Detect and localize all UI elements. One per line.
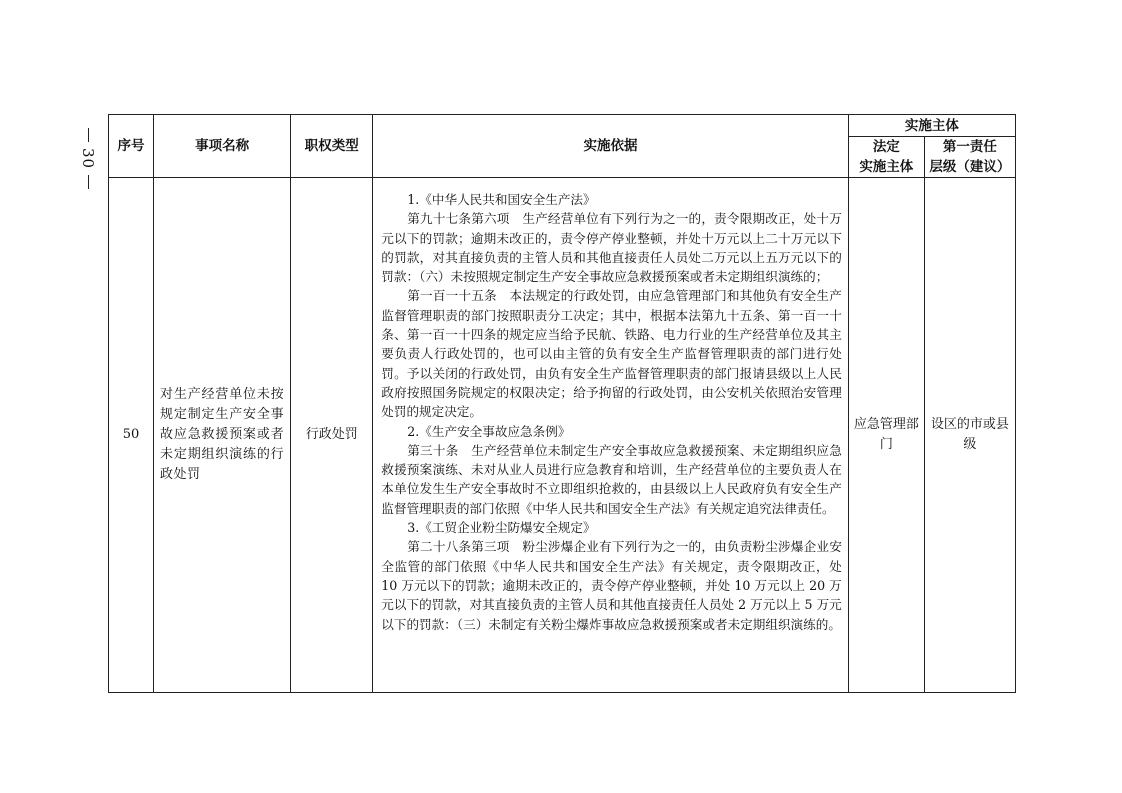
header-level-line2: 层级（建议） [929,159,1011,175]
row-legal-subject: 应急管理部门 [848,178,924,693]
page-number-value: 30 [79,148,97,170]
header-subject: 实施主体 [848,115,1015,137]
header-basis: 实施依据 [373,115,849,178]
header-legal-subject-line2: 实施主体 [859,159,914,175]
page-number-dash-top [88,128,89,142]
row-basis [373,178,849,693]
row-level: 设区的市或县级 [924,178,1015,693]
row-seq: 50 [109,178,154,693]
header-seq: 序号 [109,115,154,178]
header-legal-subject-line1: 法定 [872,139,900,155]
basis-paragraph: 3.《工贸企业粉尘防爆安全规定》 [407,520,596,536]
table-row [109,178,1016,693]
header-legal-subject [848,137,924,178]
basis-paragraph: 第九十七条第六项 生产经营单位有下列行为之一的，责令限期改正，处十万元以下的罚款；逾期未改正的，责令停产停业整顿，并处十万元以上二十万元以下的罚款，对其直接负责的主管人员和其他直接责任人员处二万元以上五万元以下的罚款：（六）未按照规定制定生产安全事故应急救援预案或者未定期组织演练的； [381,211,842,285]
header-level [924,137,1015,178]
page-number [76,128,100,208]
basis-paragraph: 第一百一十五条 本法规定的行政处罚，由应急管理部门和其他负有安全生产监督管理职责的部门按照职责分工决定；其中，根据本法第九十五条、第一百一十条、第一百一十四条的规定应当给予民航、铁路、电力行业的生产经营单位及其主要负责人行政处罚的，也可以由主管的负有安全生产监督管理职责的部门进行处罚。予以关闭的行政处罚，由负有安全生产监督管理职责的部门报请县级以上人民政府按照国务院规定的权限决定；给予拘留的行政处罚，由公安机关依照治安管理处罚的规定决定。 [381,288,842,420]
basis-paragraph: 1.《中华人民共和国安全生产法》 [407,192,596,207]
header-name: 事项名称 [154,115,291,178]
header-level-line1: 第一责任 [942,139,997,155]
basis-paragraph: 2.《生产安全事故应急条例》 [407,423,571,439]
basis-paragraph: 第三十条 生产经营单位未制定生产安全事故应急救援预案、未定期组织应急救援预案演练、未对从业人员进行应急教育和培训，生产经营单位的主要负责人在本单位发生生产安全事故时不立即组织抢救的，由县级以上人民政府负有安全生产监督管理职责的部门依照《中华人民共和国安全生产法》有关规定追究法律责任。 [381,442,842,516]
basis-paragraph: 第二十八条第三项 粉尘涉爆企业有下列行为之一的，由负责粉尘涉爆企业安全监管的部门依照《中华人民共和国安全生产法》有关规定，责令限期改正，处 10 万元以下的罚款；逾期未改正的，责令停产停业整顿，并处 10 万元以上 20 万元以下的罚款，对其直接负责的主管人员和其他直接责任人员处 2 万元以上 5 万元以下的罚款：（三）未制定有关粉尘爆炸事故应急救援预案或者未定期组织演练的。 [381,539,842,632]
row-type: 行政处罚 [291,178,373,693]
row-name: 对生产经营单位未按规定制定生产安全事故应急救援预案或者未定期组织演练的行政处罚 [154,178,291,693]
page-number-dash-bottom [88,175,89,189]
authority-table [108,114,1016,693]
header-type: 职权类型 [291,115,373,178]
